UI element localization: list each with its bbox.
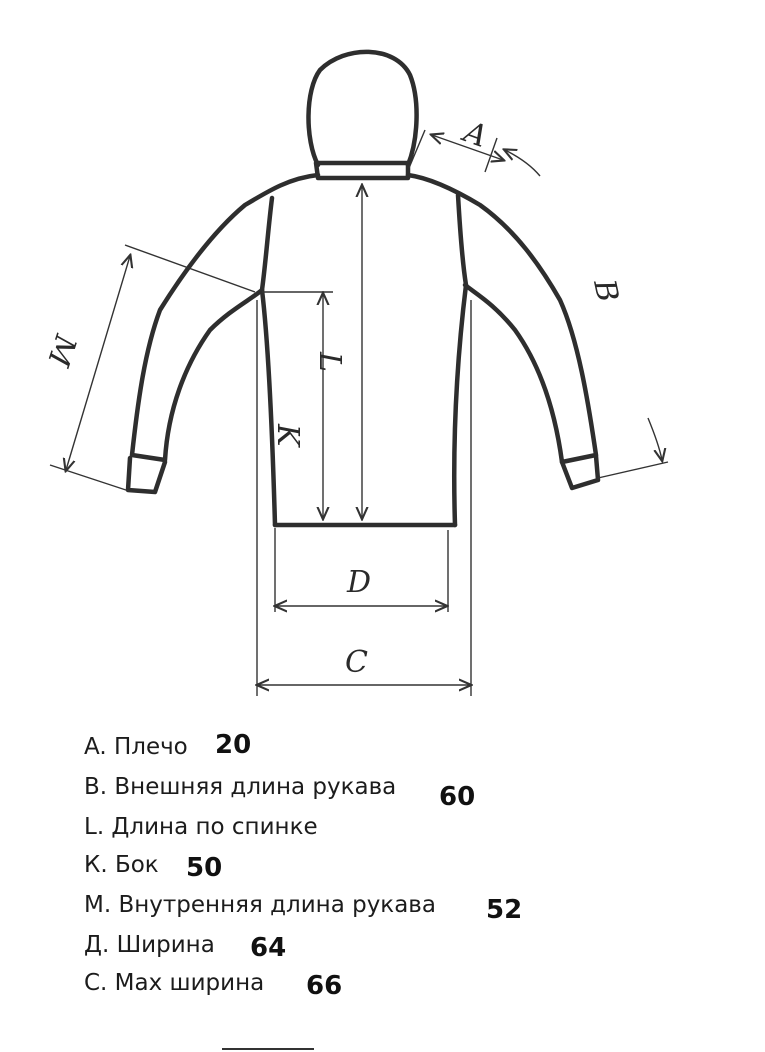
bottom-divider: [222, 1048, 314, 1050]
outer-sleeve-b-line: [505, 150, 540, 176]
legend-label-l: L. Длина по спинке: [84, 814, 318, 840]
legend-label-k: К. Бок: [84, 852, 159, 878]
legend-value-b: 60: [439, 782, 476, 812]
body-left-side: [262, 290, 275, 525]
left-armhole: [262, 198, 272, 290]
legend-label-a: A. Плечо: [84, 734, 188, 760]
legend-value-m: 52: [486, 895, 523, 925]
measurement-lines: [50, 130, 668, 696]
hood-outline: [308, 52, 416, 165]
legend-label-m: М. Внутренняя длина рукава: [84, 892, 436, 918]
legend-label-c: С. Мах ширина: [84, 970, 265, 996]
outer-sleeve-b-lower: [648, 418, 662, 460]
legend-row-m: [84, 892, 523, 925]
inner-sleeve-m-tick-bottom: [50, 465, 132, 492]
legend-label-d: Д. Ширина: [84, 932, 215, 958]
legend-value-d: 64: [250, 933, 287, 963]
legend-value-k: 50: [186, 853, 223, 883]
legend-row-b: [84, 774, 476, 812]
outer-sleeve-b-tick: [598, 462, 668, 478]
label-d: D: [347, 565, 372, 600]
label-l: L: [312, 352, 347, 372]
left-sleeve-outline: [132, 175, 318, 460]
legend-row-l: [84, 814, 318, 840]
label-a: A: [459, 114, 492, 155]
label-b: B: [586, 276, 625, 306]
body-right-side: [454, 285, 466, 525]
label-m: M: [40, 330, 83, 371]
legend-row-a: [84, 730, 252, 760]
inner-sleeve-m-tick-top: [125, 245, 255, 292]
label-c: C: [345, 645, 368, 680]
sweater-outline: [128, 52, 598, 525]
collar-outline: [316, 163, 408, 178]
legend-row-d: [84, 932, 287, 963]
legend-label-b: B. Внешняя длина рукава: [84, 774, 397, 800]
legend-row-c: [84, 970, 343, 1001]
label-k: K: [270, 424, 305, 447]
legend-value-c: 66: [306, 971, 343, 1001]
legend-value-a: 20: [215, 730, 252, 760]
legend-row-k: [84, 852, 223, 883]
right-sleeve-outline: [408, 175, 596, 462]
left-cuff: [128, 458, 165, 492]
right-armhole: [458, 195, 466, 285]
